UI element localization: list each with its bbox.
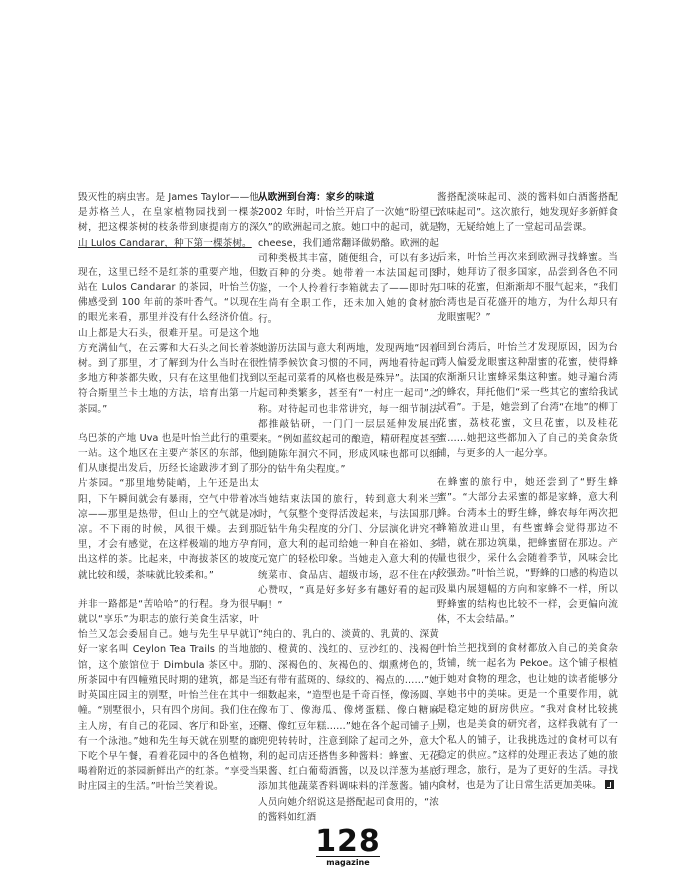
- paragraph: 并非一路都是“苦哈哈”的行程。身为很早就以“享乐”为职志的旅行美食生活家，叶怡兰又怎会委屈自己。她与先生早早就订好一家名叫 Ceylon Tea Trails 的当地旅馆，这个旅馆位于 Dimbula 茶区中。那所茶园中有四幢殖民时期的建筑，都是当时英国庄园主的别墅，叶怡兰住在其中一幢。“别墅很小，只有四个房间。我们住在主人房，有自己的花园、客厅和卧室，还有一个泳池。”她和先生每天就在别墅的廊下吃个早午餐，看着花园中的各色植物，喝着附近的茶园新鲜出产的红茶。“享受当时庄园主的生活。”叶怡兰笑着说。: [78, 598, 259, 793]
- page-number-block: [310, 824, 386, 868]
- paragraph: 乌巴茶的产地 Uva 也是叶怡兰此行的重要一站。这个地区在主要产茶区的东部，他们从康提出发后，历经长途跋涉才到了那片茶园。“那里地势陡峭，上午还是出太阳，下午瞬间就会有暴雨，空气中带着冰凉——那里是热带，但山上的空气就是冰凉。不下雨的时候，风很干燥。去到那里，才会有感觉，在这样极端的地方孕育出这样的茶。比起来，中海拔茶区的坡度就比较和缓，茶味就比较柔和。”: [78, 432, 259, 581]
- section-title: 从欧洲到台湾：家乡的味道: [258, 192, 375, 203]
- paragraph: “纯白的、乳白的、淡黄的、乳黄的、深黄的、橙黄的、浅红的、豆沙红的、浅褐色的、深褐色的、灰褐色的、烟熏烤色的，还有带有蓝斑的、绿纹的、褐点的……”她细数起来，“造型也是千奇百怪，像汤圆、像布丁、像海瓜、像烤蛋糕、像白糖麻糬、像红豆年糕……”她在各个起司铺子上兜兜转转时，注意到除了起司之外，意大利的起司店还搭售多种酱料：蜂蜜、无花果酱、红白葡萄酒酱，以及以洋葱为基底添加其他蔬菜香料调味料的洋葱酱。铺内人员向她介绍说这是搭配起司食用的，“浓的酱料如红酒: [258, 629, 439, 823]
- paragraph: 当她结束法国的旅行，转到意大利米兰时，气氛整个变得活泼起来，与法国那几近钻牛角尖程度的分门、分层演化讲究不同，意大利的起司给她一种自在裕如、多元宽广的轻松印象。当她走入意大利的传统菜市、食品店、超级市场，忍不住在内心赞叹，“真是好多好多有趣好看的起司啊！”: [258, 493, 439, 612]
- underlined-text: 山 Lulos Candarar，种下第一棵茶树。: [78, 237, 252, 249]
- article-column-3: [437, 190, 618, 807]
- paragraph: 她游历法国与意大利两地，发现两地“因着性情季候饮食习惯的不同，两地看待起司以至起司菜肴的风格也极是殊异”。法国的起司种类繁多，甚至有“一村庄一起司”之称。对待起司也非常讲究，每一细节制法都推敲钻研，一门门一层层延伸发展出来。“例如蓝纹起司的酿造，精研程度甚至到随陈年洞穴不同，形成风味也都可以细分的钻牛角尖程度。”: [258, 342, 439, 476]
- magazine-label: magazine: [316, 856, 380, 868]
- article-column-2: [258, 190, 439, 839]
- article-end-icon: [605, 780, 614, 789]
- page-number: 128: [315, 824, 381, 859]
- paragraph: 后来，叶怡兰再次来到欧洲寻找蜂蜜。当时，她拜访了很多国家，品尝到各色不同口味的花蜜，但渐渐却不服气起来，“我们台湾也是百花盛开的地方，为什么却只有龙眼蜜呢？”: [437, 251, 618, 324]
- paragraph: 现在，这里已经不是红茶的重要产地，但站在 Lulos Candarar 的茶园，叶怡兰仿佛感受到 100 年前的茶叶香气。“以现在的眼光来看，那里并没有什么经济价值。山上都是大石头，很难开星。可是这个地方充满仙气，在云雾和大石头之间长着茶树。到了那里，才了解到为什么当时在很多地方种茶都失败，只有在这里他们找到符合斯里兰卡土地的方法，培育出第一片茶园。”: [78, 266, 259, 415]
- paragraph: 2002 年时，叶怡兰开启了一次她“盼望已久”的欧洲起司之旅。她口中的起司，就是 cheese，我们通常翻译做奶酪。欧洲的起司种类极其丰富，随便组合，可以有多达数百种的分类。她带着一本法国起司图鉴，一个人拎着行李箱就去了——即时先生尚有全职工作，还未加入她的食材旅行。: [258, 207, 439, 325]
- paragraph: 在蜂蜜的旅行中，她还尝到了“野生蜂蜜”。“大部分去采蜜的都是家蜂，意大利蜂。台湾本土的野生蜂，蜂农每年两次把蜂箱放进山里，有些蜜蜂会觉得那边不错，就在那边筑巢，把蜂蜜留在那边。产量也很少，采什么会随着季节，风味会比较强劲。”叶怡兰说，“野蜂的口感的构造以及巢内展翅幅的方向和家蜂不一样，所以野蜂蜜的结构也比较不一样，会更偏向流体，不太会结晶。”: [437, 477, 618, 626]
- paragraph: 酱搭配淡味起司、淡的酱料如白酒酱搭配浓味起司”。这次旅行，她发现好多新鲜食物，无疑给她上了一堂起司品尝课。: [437, 192, 618, 234]
- article-column-1: [78, 190, 259, 809]
- paragraph: 叶怡兰把找到的食材都放入自己的美食杂货铺，统一起名为 Pekoe。这个铺子根植于她对食物的理念，也让她的读者能够分享她书中的美味。更是一个重要作用，就是稳定她的厨房供应。“我对食材比较挑剔，也是美食的研究者，这样我就有了一个私人的铺子，让我挑选过的食材可以有稳定的供应。”这样的处理正表达了她的旅行理念，旅行，是为了更好的生活。寻找食材，也是为了让日常生活更加美味。: [437, 643, 618, 792]
- paragraph: 毁灭性的病虫害。是 James Taylor——他是苏格兰人，在皇家植物园找到一棵茶树，把这棵茶树的枝条带到康提南方的深山 Lulos Candarar，种下第一棵茶树。: [78, 192, 259, 249]
- paragraph: 回到台湾后，叶怡兰才发现原因，因为台湾人偏爱龙眼蜜这种甜蜜的花蜜，使得蜂农渐渐只让蜜蜂采集这种蜜。她寻遍台湾的蜂农，拜托他们“采一些其它的蜜给我试试看”。于是，她尝到了台湾“在地”的柳丁花蜜，荔枝花蜜，文旦花蜜，以及桂花蜜……她把这些都加入了自己的美食杂货铺，与更多的人一起分享。: [437, 341, 618, 460]
